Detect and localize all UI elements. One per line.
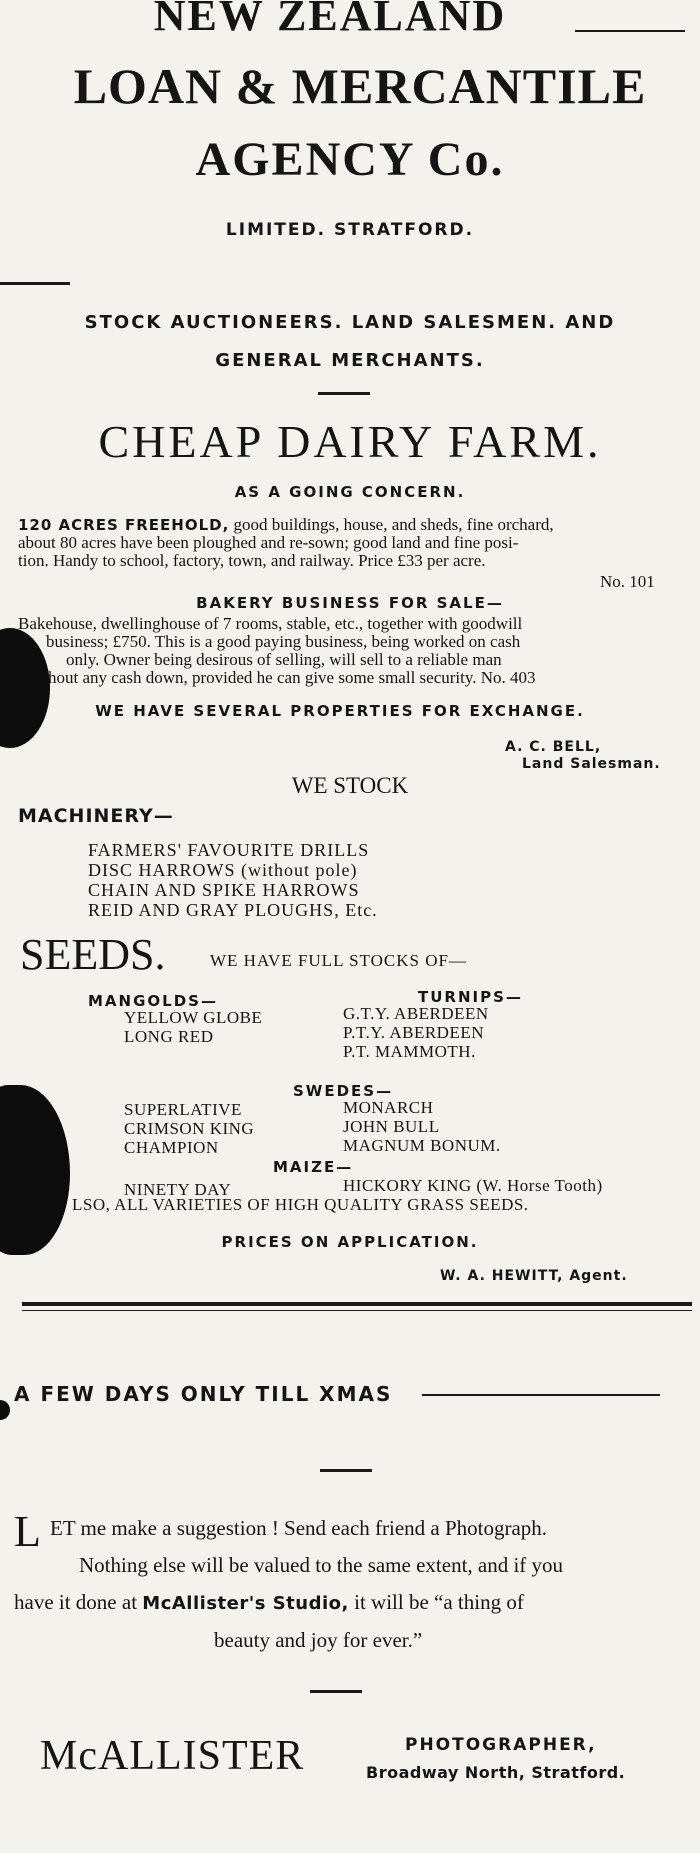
turnip-item: G.T.Y. ABERDEEN [343, 1004, 489, 1023]
cheap-dairy-headline: CHEAP DAIRY FARM. [98, 416, 602, 467]
salesman-title: Land Salesman. [522, 756, 661, 772]
turnips-list [343, 1004, 489, 1061]
suggestion-paragraph [14, 1507, 684, 1659]
farm-text-1: good buildings, house, and sheds, fine orchard, [233, 515, 554, 534]
swede-item: MAGNUM BONUM. [343, 1136, 501, 1155]
xmas-headline: A FEW DAYS ONLY TILL XMAS [14, 1382, 393, 1406]
studio-name: McAllister's Studio, [142, 1593, 349, 1614]
swede-item: SUPERLATIVE [124, 1100, 242, 1119]
salesman-name: A. C. BELL, [505, 739, 602, 755]
exchange-line: WE HAVE SEVERAL PROPERTIES FOR EXCHANGE. [95, 702, 585, 720]
turnip-item: P.T. MAMMOTH. [343, 1042, 476, 1061]
farm-text-3: tion. Handy to school, factory, town, and railway. Price £33 per acre. [18, 551, 486, 570]
maize-right: HICKORY KING (W. Horse Tooth) [343, 1176, 603, 1195]
farm-number: No. 101 [600, 572, 655, 591]
limited-line: LIMITED. STRATFORD. [225, 220, 475, 240]
section-rule-top [22, 1302, 692, 1306]
suggestion-text-c: it will be “a thing of [354, 1590, 524, 1614]
seeds-heading: SEEDS. [20, 930, 166, 979]
farm-text-2: about 80 acres have been ploughed and re-sown; good land and fine posi- [18, 533, 519, 552]
machinery-item: DISC HARROWS (without pole) [88, 860, 358, 880]
bakery-text-3: only. Owner being desirous of selling, will sell to a reliable man [66, 650, 502, 669]
divider-short-3 [310, 1690, 362, 1693]
services-line-1: STOCK AUCTIONEERS. LAND SALESMEN. AND [84, 312, 616, 333]
we-stock: WE STOCK [291, 773, 409, 798]
drop-cap-letter: L [14, 1507, 41, 1556]
bakery-heading: BAKERY BUSINESS FOR SALE— [196, 594, 504, 612]
mangolds-heading: MANGOLDS— [88, 992, 218, 1010]
mangold-item: YELLOW GLOBE [124, 1008, 263, 1027]
torn-rule [0, 282, 70, 285]
divider-short-1 [318, 392, 370, 395]
bakery-text-4: hout any cash down, provided he can give some small security. No. 403 [48, 668, 536, 687]
mcallister-name: McALLISTER [40, 1733, 305, 1779]
swede-item: CRIMSON KING [124, 1119, 255, 1138]
mangold-item: LONG RED [124, 1027, 214, 1046]
suggestion-text-a: have it done at [14, 1590, 138, 1614]
mangolds-list [124, 1008, 262, 1046]
swedes-left-list [124, 1100, 254, 1157]
agent-line: W. A. HEWITT, Agent. [440, 1268, 628, 1284]
farm-paragraph [18, 516, 682, 570]
swede-item: CHAMPION [124, 1138, 219, 1157]
section-rule-bottom [22, 1310, 692, 1311]
photographer-address: Broadway North, Stratford. [366, 1763, 626, 1782]
suggestion-line-3 [14, 1584, 684, 1622]
swedes-right-list [343, 1098, 501, 1155]
farm-lead: 120 ACRES FREEHOLD, [18, 516, 230, 534]
bakery-paragraph [18, 615, 682, 687]
ink-blot-3 [0, 1400, 10, 1420]
turnip-item: P.T.Y. ABERDEEN [343, 1023, 485, 1042]
ink-blot-2 [0, 1085, 70, 1255]
machinery-item: CHAIN AND SPIKE HARROWS [88, 880, 360, 900]
title-dash [575, 30, 685, 32]
machinery-list [88, 840, 488, 920]
machinery-heading: MACHINERY— [18, 805, 174, 827]
going-concern: AS A GOING CONCERN. [234, 483, 466, 501]
title-line-2: LOAN & MERCANTILE [73, 58, 647, 114]
title-line-1: NEW ZEALAND [153, 0, 507, 40]
suggestion-line-1: ET me make a suggestion ! Send each friend a Photograph. [50, 1516, 548, 1540]
xmas-dash [422, 1394, 660, 1396]
bakery-text-2: business; £750. This is a good paying business, being worked on cash [46, 632, 521, 651]
swede-item: JOHN BULL [343, 1117, 440, 1136]
seeds-subheading: WE HAVE FULL STOCKS OF— [210, 951, 467, 970]
title-line-3: AGENCY Co. [195, 133, 505, 186]
bakery-text-1: Bakehouse, dwellinghouse of 7 rooms, stable, etc., together with goodwill [18, 614, 523, 633]
divider-short-2 [320, 1469, 372, 1472]
swedes-heading: SWEDES— [293, 1082, 394, 1100]
grass-seeds-line: LSO, ALL VARIETIES OF HIGH QUALITY GRASS SEEDS. [72, 1195, 529, 1214]
turnips-heading: TURNIPS— [418, 988, 523, 1006]
maize-left: NINETY DAY [124, 1180, 232, 1199]
photographer-role: PHOTOGRAPHER, [405, 1735, 597, 1755]
swede-item: MONARCH [343, 1098, 434, 1117]
maize-heading: MAIZE— [273, 1158, 354, 1176]
machinery-item: FARMERS' FAVOURITE DRILLS [88, 840, 370, 860]
services-line-2: GENERAL MERCHANTS. [215, 350, 485, 371]
prices-line: PRICES ON APPLICATION. [221, 1233, 479, 1251]
machinery-item: REID AND GRAY PLOUGHS, Etc. [88, 900, 378, 920]
suggestion-line-4: beauty and joy for ever.” [214, 1628, 423, 1652]
suggestion-line-2: Nothing else will be valued to the same extent, and if you [79, 1553, 564, 1577]
